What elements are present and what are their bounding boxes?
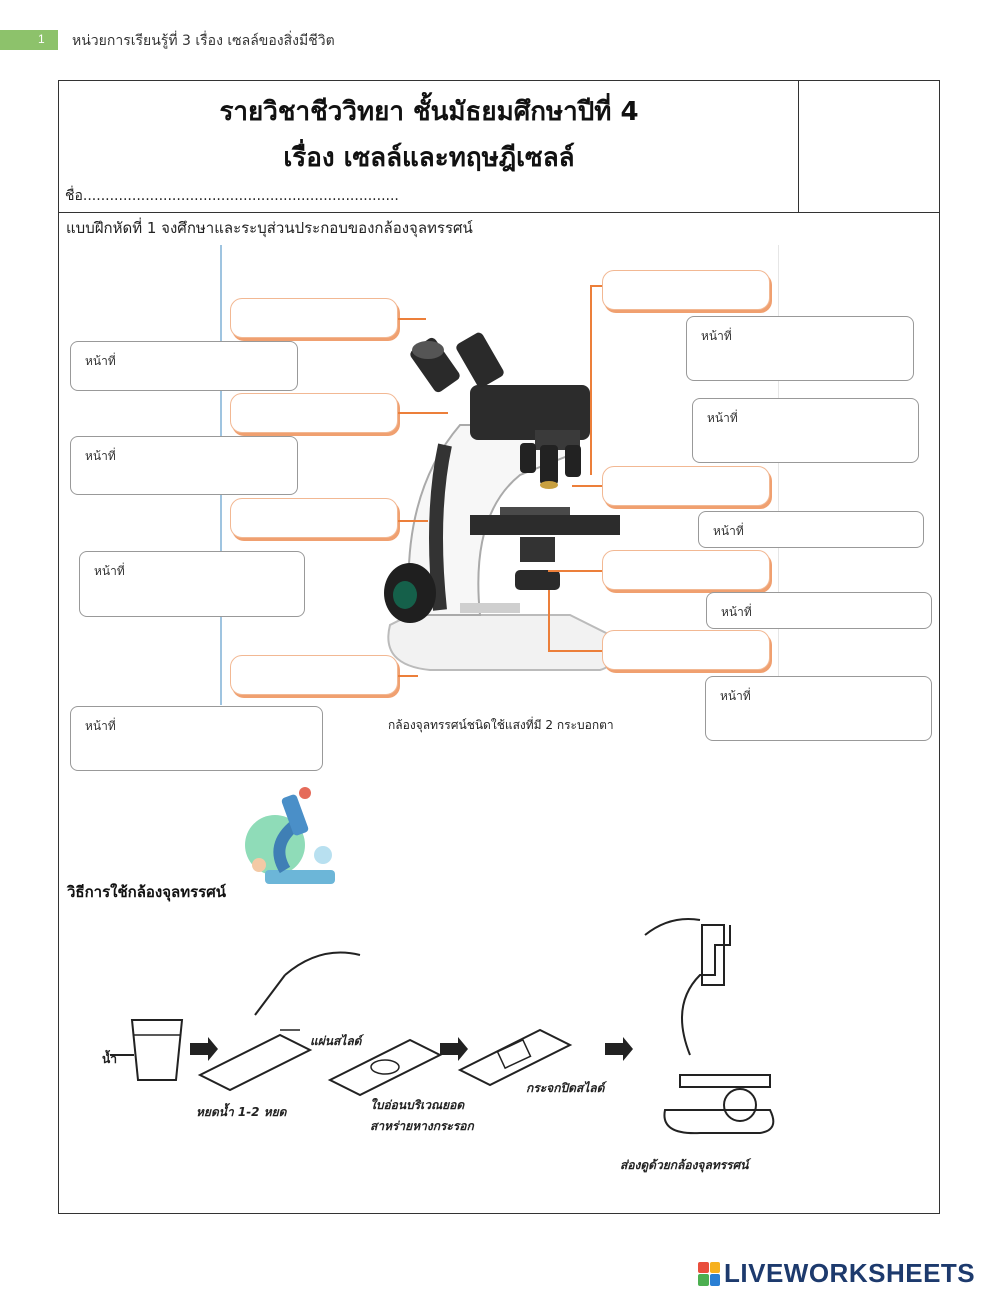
part-label-box-2[interactable] [230,393,398,433]
leader-line [398,520,428,522]
image-border-right [778,245,779,705]
subject-title: รายวิชาชีววิทยา ชั้นมัธยมศึกษาปีที่ 4 [219,97,639,127]
leader-line [398,412,448,414]
leader-line [572,485,602,487]
page-number-bar [0,30,58,50]
leader-line [398,318,426,320]
score-box [799,81,939,213]
topic-title: เรื่อง เซลล์และทฤษฎีเซลล์ [283,143,575,173]
function-label: หน้าที่ [85,719,116,733]
part-label-box-5[interactable] [602,270,770,310]
function-box-8[interactable] [706,592,932,629]
part-label-box-3[interactable] [230,498,398,538]
function-label: หน้าที่ [701,329,732,343]
function-box-6[interactable] [692,398,919,463]
exercise-prompt: แบบฝึกหัดที่ 1 จงศึกษาและระบุส่วนประกอบของกล้องจุลทรรศน์ [66,219,473,237]
step-drop-label: หยดน้ำ 1-2 หยด [196,1105,287,1119]
function-label: หน้าที่ [85,449,116,463]
unit-title: หน่วยการเรียนรู้ที่ 3 เรื่อง เซลล์ของสิ่งมีชีวิต [72,33,335,49]
function-box-5[interactable] [686,316,914,381]
method-title: วิธีการใช้กล้องจุลทรรศน์ [67,883,227,901]
leader-line [590,285,592,475]
step-cover-label: กระจกปิดสไลด์ [526,1081,605,1095]
leader-line [590,285,602,287]
title-block [59,81,799,213]
scientist-microscope-clipart [245,785,340,890]
step-water-label: น้ำ [102,1052,117,1066]
microscope-caption: กล้องจุลทรรศน์ชนิดใช้แสงที่มี 2 กระบอกตา [388,718,614,732]
step-view-label: ส่องดูด้วยกล้องจุลทรรศน์ [620,1158,749,1172]
leader-line [398,675,418,677]
name-field[interactable]: ชื่อ....................................................................... [65,188,399,204]
function-box-3[interactable] [79,551,305,617]
part-label-box-7[interactable] [602,550,770,590]
function-label: หน้าที่ [85,354,116,368]
liveworksheets-logo [698,1258,975,1289]
function-box-1[interactable] [70,341,298,391]
part-label-box-4[interactable] [230,655,398,695]
function-label: หน้าที่ [94,564,125,578]
function-box-2[interactable] [70,436,298,495]
liveworksheets-brand: LIVEWORKSHEETS [724,1258,976,1288]
leader-line [548,590,550,650]
function-label: หน้าที่ [721,605,752,619]
function-box-4[interactable] [70,706,323,771]
function-label: หน้าที่ [720,689,751,703]
leader-line [548,570,602,572]
function-box-7[interactable] [698,511,924,548]
part-label-box-1[interactable] [230,298,398,338]
step-leaf-label-1: ใบอ่อนบริเวณยอด [370,1098,465,1112]
function-box-9[interactable] [705,676,932,741]
function-label: หน้าที่ [713,524,744,538]
liveworksheets-icon [698,1262,720,1286]
part-label-box-8[interactable] [602,630,770,670]
leader-line [548,650,602,652]
function-label: หน้าที่ [707,411,738,425]
part-label-box-6[interactable] [602,466,770,506]
page-number: 1 [38,32,45,46]
step-slide-label: แผ่นสไลด์ [310,1034,362,1048]
step-leaf-label-2: สาหร่ายหางกระรอก [370,1119,474,1133]
